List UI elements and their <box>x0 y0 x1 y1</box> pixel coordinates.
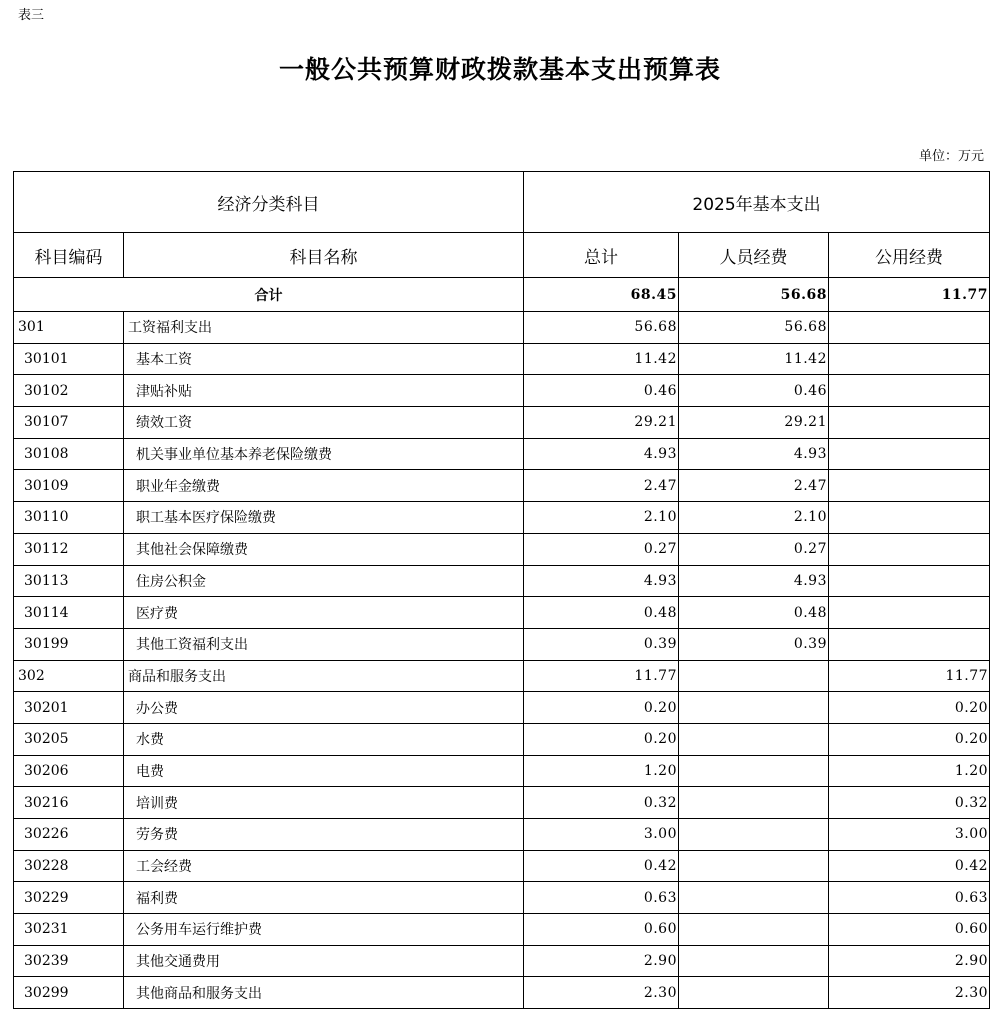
total-public: 11.77 <box>829 278 990 312</box>
cell-total: 0.60 <box>524 914 679 946</box>
table-row <box>14 533 990 565</box>
cell-public <box>829 502 990 534</box>
cell-code: 30108 <box>14 438 124 470</box>
cell-personnel: 0.48 <box>679 597 829 629</box>
cell-total: 11.77 <box>524 660 679 692</box>
cell-total: 1.20 <box>524 755 679 787</box>
header-total: 总计 <box>524 233 679 278</box>
total-sum: 68.45 <box>524 278 679 312</box>
cell-name: 商品和服务支出 <box>124 660 524 692</box>
cell-name: 电费 <box>124 755 524 787</box>
cell-personnel <box>679 787 829 819</box>
budget-table-body <box>14 172 990 1009</box>
cell-total: 4.93 <box>524 565 679 597</box>
table-row <box>14 343 990 375</box>
header-public: 公用经费 <box>829 233 990 278</box>
table-row <box>14 850 990 882</box>
cell-public <box>829 628 990 660</box>
cell-code: 301 <box>14 312 124 344</box>
cell-code: 302 <box>14 660 124 692</box>
cell-name: 基本工资 <box>124 343 524 375</box>
budget-table <box>13 171 990 1009</box>
cell-public: 2.30 <box>829 977 990 1009</box>
cell-code: 30205 <box>14 723 124 755</box>
cell-personnel <box>679 723 829 755</box>
cell-code: 30199 <box>14 628 124 660</box>
cell-public: 0.42 <box>829 850 990 882</box>
unit-label: 单位：万元 <box>918 149 984 164</box>
cell-total: 0.27 <box>524 533 679 565</box>
header-basic-expenditure-2025: 2025年基本支出 <box>524 172 990 233</box>
cell-total: 0.46 <box>524 375 679 407</box>
table-row <box>14 375 990 407</box>
cell-public <box>829 343 990 375</box>
cell-name: 公务用车运行维护费 <box>124 914 524 946</box>
cell-public: 0.60 <box>829 914 990 946</box>
cell-personnel: 0.27 <box>679 533 829 565</box>
cell-personnel <box>679 977 829 1009</box>
table-row <box>14 945 990 977</box>
total-row <box>14 278 990 312</box>
cell-personnel: 4.93 <box>679 565 829 597</box>
page-title: 一般公共预算财政拨款基本支出预算表 <box>278 55 721 84</box>
cell-total: 29.21 <box>524 407 679 439</box>
cell-code: 30112 <box>14 533 124 565</box>
cell-name: 职工基本医疗保险缴费 <box>124 502 524 534</box>
table-row <box>14 438 990 470</box>
cell-total: 0.32 <box>524 787 679 819</box>
cell-total: 0.48 <box>524 597 679 629</box>
cell-total: 0.39 <box>524 628 679 660</box>
cell-name: 工会经费 <box>124 850 524 882</box>
cell-name: 绩效工资 <box>124 407 524 439</box>
cell-name: 医疗费 <box>124 597 524 629</box>
cell-total: 11.42 <box>524 343 679 375</box>
cell-total: 2.90 <box>524 945 679 977</box>
cell-public <box>829 438 990 470</box>
cell-public <box>829 533 990 565</box>
cell-name: 其他商品和服务支出 <box>124 977 524 1009</box>
cell-name: 劳务费 <box>124 819 524 851</box>
table-row <box>14 565 990 597</box>
cell-total: 2.10 <box>524 502 679 534</box>
cell-personnel: 0.46 <box>679 375 829 407</box>
header-personnel: 人员经费 <box>679 233 829 278</box>
table-row <box>14 470 990 502</box>
cell-name: 住房公积金 <box>124 565 524 597</box>
table-row <box>14 502 990 534</box>
table-row <box>14 819 990 851</box>
cell-personnel <box>679 850 829 882</box>
cell-public <box>829 597 990 629</box>
cell-code: 30216 <box>14 787 124 819</box>
table-row <box>14 787 990 819</box>
cell-code: 30239 <box>14 945 124 977</box>
cell-personnel <box>679 819 829 851</box>
cell-name: 其他社会保障缴费 <box>124 533 524 565</box>
cell-personnel <box>679 914 829 946</box>
header-code: 科目编码 <box>14 233 124 278</box>
cell-code: 30107 <box>14 407 124 439</box>
cell-code: 30206 <box>14 755 124 787</box>
cell-name: 其他交通费用 <box>124 945 524 977</box>
table-row <box>14 312 990 344</box>
cell-public <box>829 470 990 502</box>
cell-name: 津贴补贴 <box>124 375 524 407</box>
cell-code: 30114 <box>14 597 124 629</box>
cell-code: 30299 <box>14 977 124 1009</box>
table-row <box>14 660 990 692</box>
cell-public: 1.20 <box>829 755 990 787</box>
table-row <box>14 914 990 946</box>
cell-code: 30110 <box>14 502 124 534</box>
table-row <box>14 692 990 724</box>
cell-code: 30226 <box>14 819 124 851</box>
header-economic-classification: 经济分类科目 <box>14 172 524 233</box>
cell-total: 0.20 <box>524 692 679 724</box>
header-row-columns <box>14 233 990 278</box>
cell-personnel: 29.21 <box>679 407 829 439</box>
table-row <box>14 628 990 660</box>
cell-total: 4.93 <box>524 438 679 470</box>
cell-name: 福利费 <box>124 882 524 914</box>
cell-public <box>829 312 990 344</box>
cell-code: 30102 <box>14 375 124 407</box>
cell-total: 0.20 <box>524 723 679 755</box>
cell-personnel <box>679 660 829 692</box>
cell-public <box>829 407 990 439</box>
cell-code: 30201 <box>14 692 124 724</box>
cell-total: 0.63 <box>524 882 679 914</box>
cell-name: 培训费 <box>124 787 524 819</box>
cell-code: 30229 <box>14 882 124 914</box>
cell-public: 2.90 <box>829 945 990 977</box>
header-row-group <box>14 172 990 233</box>
cell-personnel <box>679 945 829 977</box>
cell-name: 工资福利支出 <box>124 312 524 344</box>
cell-total: 2.30 <box>524 977 679 1009</box>
table-row <box>14 597 990 629</box>
cell-code: 30113 <box>14 565 124 597</box>
cell-personnel: 2.47 <box>679 470 829 502</box>
cell-total: 0.42 <box>524 850 679 882</box>
cell-public: 0.20 <box>829 692 990 724</box>
cell-personnel <box>679 755 829 787</box>
cell-personnel <box>679 692 829 724</box>
cell-name: 办公费 <box>124 692 524 724</box>
document-label: 表三 <box>18 8 45 23</box>
cell-name: 职业年金缴费 <box>124 470 524 502</box>
cell-public: 0.63 <box>829 882 990 914</box>
cell-public <box>829 565 990 597</box>
cell-name: 其他工资福利支出 <box>124 628 524 660</box>
cell-code: 30228 <box>14 850 124 882</box>
table-row <box>14 882 990 914</box>
cell-name: 机关事业单位基本养老保险缴费 <box>124 438 524 470</box>
cell-name: 水费 <box>124 723 524 755</box>
cell-total: 2.47 <box>524 470 679 502</box>
cell-personnel: 4.93 <box>679 438 829 470</box>
total-personnel: 56.68 <box>679 278 829 312</box>
table-row <box>14 977 990 1009</box>
total-label: 合计 <box>14 278 524 312</box>
cell-total: 56.68 <box>524 312 679 344</box>
cell-code: 30231 <box>14 914 124 946</box>
table-row <box>14 755 990 787</box>
table-row <box>14 723 990 755</box>
header-name: 科目名称 <box>124 233 524 278</box>
cell-public: 0.32 <box>829 787 990 819</box>
table-row <box>14 407 990 439</box>
cell-personnel: 56.68 <box>679 312 829 344</box>
cell-personnel: 11.42 <box>679 343 829 375</box>
cell-public <box>829 375 990 407</box>
cell-personnel: 2.10 <box>679 502 829 534</box>
cell-public: 11.77 <box>829 660 990 692</box>
cell-personnel: 0.39 <box>679 628 829 660</box>
cell-public: 0.20 <box>829 723 990 755</box>
cell-code: 30101 <box>14 343 124 375</box>
cell-public: 3.00 <box>829 819 990 851</box>
cell-total: 3.00 <box>524 819 679 851</box>
cell-personnel <box>679 882 829 914</box>
cell-code: 30109 <box>14 470 124 502</box>
